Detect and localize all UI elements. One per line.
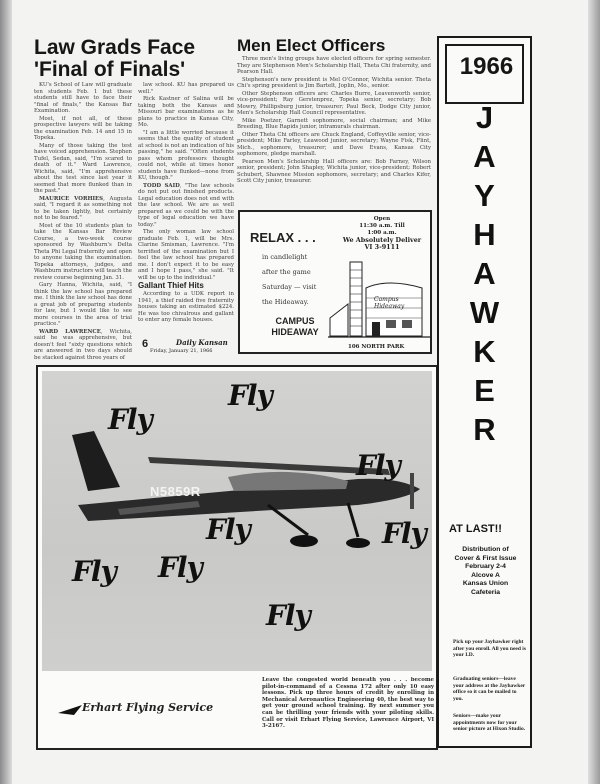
flying-service-ad (36, 365, 438, 750)
delivery-line: We Absolutely Deliver (342, 236, 422, 244)
relax-heading: RELAX . . . (250, 230, 316, 245)
flying-ad-copy (262, 677, 434, 749)
letter: A (473, 139, 496, 174)
dist-line: Cafeteria (470, 588, 501, 596)
law-para: Augusta said, "I regard it as something not to be taken lightly, but certainly not to be feared." (34, 195, 132, 221)
men-para: Mike Poetzer, Garnett sophomore, social chairman; and Mike Breeding, Blue Rapids junior, intramurals chairman. (237, 117, 431, 130)
fly-word-7: Fly (158, 551, 202, 584)
law-para: "The law schools do not put out finished products. Legal education does not end with the law school. We are as well prepared as we could be with the type of legal education we have today." (138, 182, 234, 228)
fly-word-1: Fly (228, 379, 272, 412)
law-para: Wichita, said he was apprehensive, but doesn't feel "sixty questions which are answered in two days should be stacked against three years of (34, 328, 132, 361)
law-para: "I am a little worried because it seems that the quality of student at school is not an indication of his passing," he said. "Often students pass whom professors thought could not, while at times honor students have flunked—none from KU, though." (138, 129, 234, 181)
letter: A (473, 256, 496, 291)
letter: Y (474, 178, 495, 213)
open-label: Open (373, 216, 391, 222)
page-right-edge (588, 0, 600, 784)
jayhawker-year: 1966 (459, 53, 514, 80)
dist-line: Alcove A (471, 571, 500, 579)
thief-article (138, 291, 234, 335)
hideaway-sign (374, 296, 414, 310)
at-last: AT LAST!! (449, 523, 502, 535)
men-headline: Men Elect Officers (237, 36, 386, 55)
sign-line: Campus (374, 296, 399, 303)
law-article-column-1: KU's School of Law will graduate ten students Feb. 1 but these students still have to face their "final of finals," the Kansas Bar Examination. Most, if not all, of these prospective lawyers will be taking the examination Feb. 14 and 15 in Topeka. Many of those taking the test have voiced apprehension. Stephen Tufel, Sedan, said, "I'm scared to death of it." Ward Lawrence, Wichita, said, "I'm apprehensive about the test since last year it seemed that more flunked than in the past." MAURICE VORHIES, Augusta said, "I regard it as something not to be taken lightly, but certainly not to be feared." Most of the 10 students plan to take the Kansas Bar Review Course, a two-week course sponsored by Washburn's Delta Theta Phi Legal fraternity and open to anyone taking the examination. Topeka attorneys, judges, and Washburn instructors will teach the review course beginning Jan. 31. Gary Hanna, Wichita, said, "I think the law school has prepared me. I think the law school has done a great job of preparing students for law, but I would like to see more courses in the area of trial practice." WARD LAWRENCE, Wichita, said he was apprehensive, but doesn't feel "sixty questions which are answered in two days should be stacked against three years of (34, 82, 132, 361)
distribution-info (443, 546, 528, 598)
men-para: Stephenson's new president is Mel O'Connor, Wichita senior. Theta Chi's spring president is Jim Bartelt, Joplin, Mo., senior. (237, 76, 431, 89)
men-para: Other Stephenson officers are: Charles Burre, Leavenworth senior, vice-president; Ray Gerstenprez, Topeka senior, secretary; Bob Mowry, Phillipsburg junior, treasurer; Paul Beck, Dodge City junior, Men's Scholarship Hall Council representative. (237, 90, 431, 116)
letter: J (475, 100, 494, 135)
men-para: Pearson Men's Scholarship Hall officers are: Bob Farney, Wilson senior, president; John Shapley, Wichita junior, vice-president; Robert Schubert, Shawnee Mission sophomore, secretary; and Charles Kifer, Scott City junior, treasurer. (237, 158, 431, 184)
vorhies-name: MAURICE VORHIES (39, 195, 104, 202)
invite-line: after the game (262, 268, 311, 276)
fly-word-4: Fly (206, 513, 250, 546)
thief-headline: Gallant Thief Hits (138, 281, 204, 290)
jayhawker-vertical-title (439, 98, 530, 449)
hideaway-address: 106 NORTH PARK (348, 344, 405, 350)
seniors-note: Seniors—make your appointments now for your senior picture at Hixon Studio. (453, 713, 526, 733)
dist-line: February 2-4 (465, 563, 506, 571)
law-para: The only woman law school graduate Feb. 1, will be Mrs. Clarine Smisman, Lawrence. "I'm terrified of the examination but I feel the law school has prepared me. I don't expect it to be easy and I hope I pass," she said. "It will be up to the individual." (138, 229, 234, 281)
flying-brand: Erhart Flying Service (82, 701, 214, 714)
dist-line: Distribution of (462, 546, 509, 553)
letter: K (473, 334, 496, 369)
hideaway-brand (266, 316, 324, 338)
law-para: Most, if not all, of these prospective lawyers will be taking the examination Feb. 14 and 15 in Topeka. (34, 115, 132, 141)
hours-block (336, 216, 428, 251)
flying-copy-text: Leave the congested world beneath you . . . become pilot-in-command of a Cessna 172 after only 10 easy lessons. Pick up three hours of credit by enrolling in Mechanical Aeronautics Engineering 40, the best way to get your ground school training. By next summer you can be thrilling your friends with your piloting skills. Call or visit Erhart Flying Service, Lawrence Airport, VI 3-2167. (262, 677, 434, 730)
law-para: Rick Kastner of Salina will be taking both the Kansas and Missouri bar examinations as he plans to practice in Kansas City, Mo. (138, 96, 234, 128)
fly-word-8: Fly (266, 599, 310, 632)
fly-word-3: Fly (356, 449, 400, 482)
law-para: law school. KU has prepared us well." (138, 82, 234, 95)
men-para: Three men's living groups have elected officers for spring semester. They are Stephenson Men's Scholarship Hall, Theta Chi fraternity, and Pearson Hall. (237, 56, 431, 75)
letter: H (473, 217, 496, 252)
page-left-edge (0, 0, 12, 784)
hideaway-ad (238, 210, 432, 354)
law-headline-line-1: Law Grads Face (34, 36, 196, 59)
dist-line: Cover & First Issue (454, 554, 517, 562)
hideaway-phone: VI 3-9111 (364, 243, 400, 251)
men-article (237, 56, 431, 208)
brand-line: HIDEAWAY (271, 327, 319, 337)
invite-line: the Hideaway. (262, 298, 309, 306)
hours-line: 1:00 a.m. (367, 230, 397, 236)
sign-line: Hideaway (374, 303, 405, 310)
letter: E (474, 373, 495, 408)
graduates-note: Graduating seniors—leave your address at the Jayhawker office so it can be mailed to you. (453, 676, 526, 702)
thief-text: According to a UDK report in 1941, a thief raided five fraternity houses taking an estimated $224. He was too chivalrous and gallant to enter any female houses. (138, 291, 234, 323)
invite-line: in candlelight (262, 253, 308, 261)
fly-word-6: Fly (72, 555, 116, 588)
lawrence-name: WARD LAWRENCE (39, 328, 101, 335)
law-headline-line-2: 'Final of Finals' (34, 58, 186, 81)
hideaway-invite (262, 250, 316, 310)
law-para: Gary Hanna, Wichita, said, "I think the law school has prepared me. I think the law school has done a great job of preparing students for law, but I would like to see more courses in the area of trial practice." (34, 282, 132, 327)
law-para: KU's School of Law will graduate ten students Feb. 1 but these students still have to face their "final of finals," the Kansas Bar Examination. (34, 82, 132, 114)
fly-word-5: Fly (382, 517, 426, 550)
tail-number: N5859R (150, 484, 201, 499)
brand-line: CAMPUS (275, 316, 315, 326)
law-article-column-2: law school. KU has prepared us well." Rick Kastner of Salina will be taking both the Kansas and Missouri bar examinations as he plans to practice in Kansas City, Mo. "I am a little worried because it seems that the quality of student at school is not an indication of his passing," he said. "Often students pass whom professors thought could not, while at times honor students have flunked—none from KU, though." TODD SAID, "The law schools do not put out finished products. Legal education does not end with the law school. We are as well prepared as we could be with the type of legal education we have today." The only woman law school graduate Feb. 1, will be Mrs. Clarine Smisman, Lawrence. "I'm terrified of the examination but I feel the law school has prepared me. I don't expect it to be easy and I hope I pass," she said. "It will be up to the individual." (138, 82, 234, 281)
airplane-logo-icon (56, 703, 84, 717)
folio-date: Friday, January 21, 1966 (150, 348, 213, 354)
dist-line: Kansas Union (462, 580, 509, 588)
jayhawker-ad (437, 36, 532, 748)
invite-line: Saturday — visit (262, 283, 317, 291)
paper-name: Daily Kansan (176, 338, 228, 347)
fly-word-2: Fly (108, 403, 152, 436)
todd-name: TODD SAID (143, 182, 180, 189)
law-para: Many of those taking the test have voiced apprehension. Stephen Tufel, Sedan, said, "I'm scared to death of it." Ward Lawrence, Wichita, said, "I'm apprehensive about the test since last year it seemed that more flunked than in the past." (34, 142, 132, 194)
letter: W (469, 295, 500, 330)
law-para: Most of the 10 students plan to take the Kansas Bar Review Course, a two-week course sponsored by Washburn's Delta Theta Phi Legal fraternity and open to anyone taking the examination. Topeka attorneys, judges, and Washburn instructors will teach the review course beginning Jan. 31. (34, 222, 132, 281)
letter: R (473, 412, 496, 447)
pickup-note: Pick up your Jayhawker right after you enroll. All you need is your I.D. (453, 639, 526, 659)
page-number: 6 (142, 338, 149, 350)
hours-line: 11:30 a.m. Till (359, 223, 405, 229)
men-para: Other Theta Chi officers are Chuck England, Coffeyville senior, vice-president; Mike Farley, Leawood junior, secretary; Wayne Fisk, Flint, Mich., sophomore, treasurer; and Dave Evans, Kansas City sophomore, pledge marshall. (237, 131, 431, 157)
